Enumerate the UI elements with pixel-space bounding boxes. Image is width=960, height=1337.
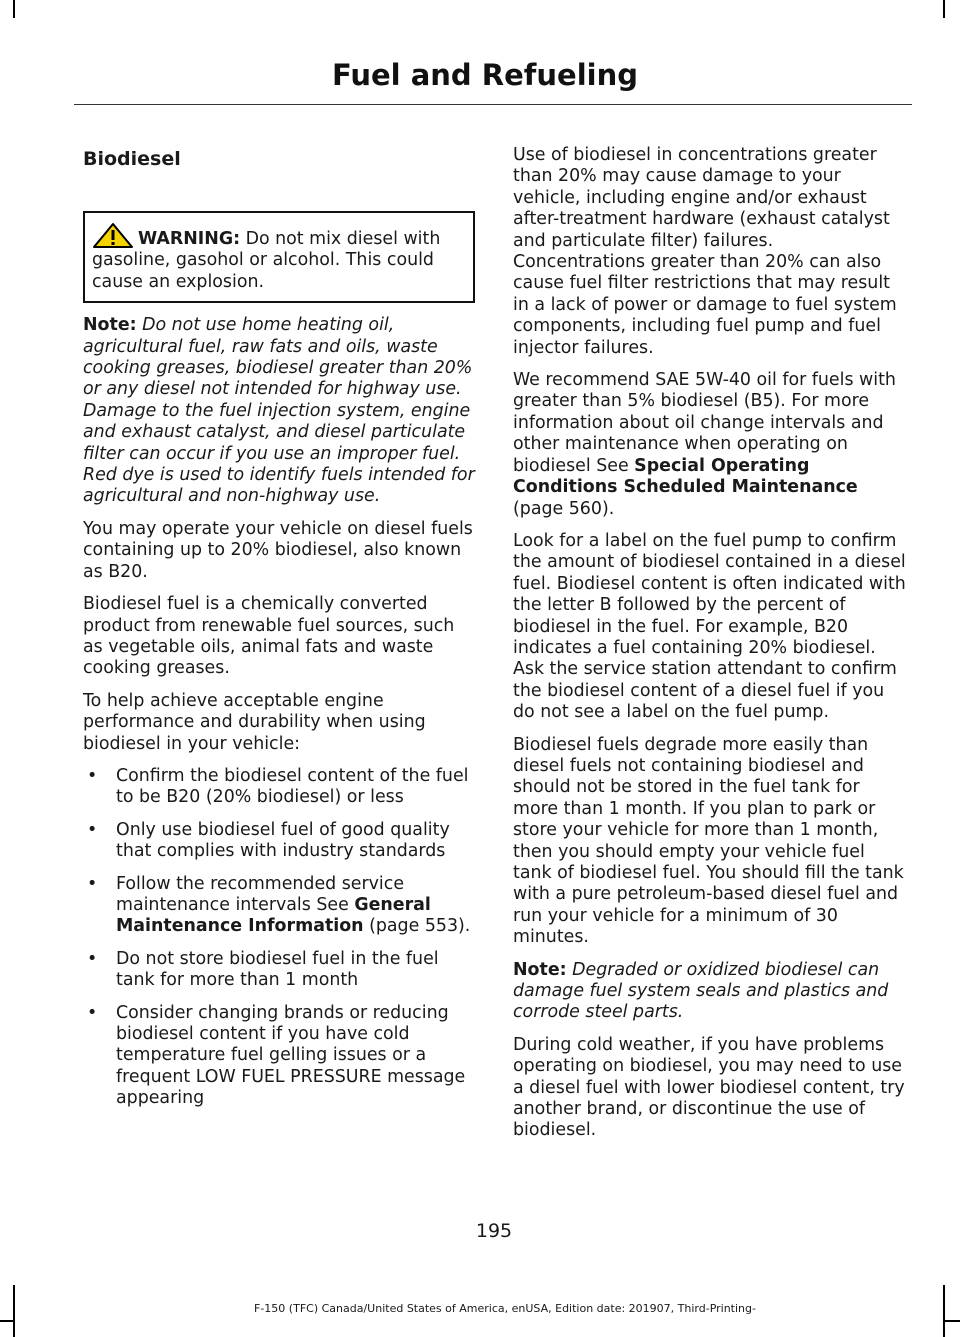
warning-triangle-icon — [92, 222, 134, 248]
note-label: Note: — [513, 959, 567, 980]
page-reference: (page 560). — [513, 498, 615, 519]
right-column — [513, 145, 908, 1153]
header-rule — [74, 104, 912, 105]
list-item — [83, 874, 475, 938]
cross-reference-link[interactable]: General Maintenance Information — [116, 894, 431, 937]
list-item-text: Follow the recommended service maintenance intervals See — [116, 873, 405, 915]
section-title: Biodiesel — [83, 148, 181, 170]
crop-mark-top-right — [943, 0, 945, 18]
crop-mark-bottom-left-h — [0, 1320, 15, 1322]
paragraph: To help achieve acceptable engine performance and durability when using biodiesel in your vehicle: — [83, 690, 426, 754]
recommendation-list — [83, 766, 475, 1110]
paragraph: You may operate your vehicle on diesel fuels containing up to 20% biodiesel, also known as B20. — [83, 518, 473, 582]
paragraph: Biodiesel fuel is a chemically converted product from renewable fuel sources, such as vegetable oils, animal fats and waste cooking greases. — [83, 594, 455, 679]
chapter-title: Fuel and Refueling — [331, 58, 638, 92]
paragraph: Use of biodiesel in concentrations greater than 20% may cause damage to your vehicle, including engine and/or exhaust after-treatment hardware (exhaust catalyst and particulate filter) failures. Concentrations greater than 20% can also cause fuel filter restrictions that may result in a lack of power or damage to fuel system components, including fuel pump and fuel injector failures. — [513, 145, 897, 358]
list-item: • Do not store biodiesel fuel in the fuel tank for more than 1 month — [83, 949, 475, 992]
note-text: Do not use home heating oil, agricultural fuel, raw fats and oils, waste cooking greases, biodiesel greater than 20% or any diesel not intended for highway use. Damage to the fuel injection system, engine and exhaust catalyst, and diesel particulate filter can occur if you use an improper fuel. Red dye is used to identify fuels intended for agricultural and non-highway use. — [83, 315, 475, 507]
note-text: Degraded or oxidized biodiesel can damage fuel system seals and plastics and corrode steel parts. — [513, 959, 889, 1023]
page-reference: (page 553). — [363, 916, 471, 937]
warning-box — [83, 211, 475, 303]
note-label: Note: — [83, 315, 137, 336]
list-item: • Confirm the biodiesel content of the fuel to be B20 (20% biodiesel) or less — [83, 766, 475, 809]
paragraph-text: We recommend SAE 5W-40 oil for fuels with greater than 5% biodiesel (B5). For more information about oil change intervals and other maintenance when operating on biodiesel See — [513, 370, 896, 476]
left-column — [83, 145, 475, 1121]
note-paragraph — [513, 960, 908, 1024]
note-paragraph — [83, 315, 475, 508]
warning-label: WARNING: — [138, 229, 241, 249]
paragraph: Look for a label on the fuel pump to confirm the amount of biodiesel contained in a diesel fuel. Biodiesel content is often indicated with the letter B followed by the percent of biodiesel in the fuel. For example, B20 indicates a fuel containing 20% biodiesel. Ask the service station attendant to confirm the biodiesel content of a diesel fuel if you do not see a label on the fuel pump. — [513, 530, 906, 723]
warning-text: Do not mix diesel with gasoline, gasohol or alcohol. This could cause an explosion. — [92, 229, 441, 292]
list-item: • Consider changing brands or reducing biodiesel content if you have cold temperature fuel gelling issues or a frequent LOW FUEL PRESSURE message appearing — [83, 1003, 475, 1110]
paragraph — [513, 370, 908, 520]
crop-mark-bottom-right-h — [945, 1320, 960, 1322]
page-number: 195 — [475, 1220, 513, 1242]
crop-mark-top-left — [13, 0, 15, 18]
cross-reference-link[interactable]: Special Operating Conditions Scheduled Maintenance — [513, 455, 858, 498]
paragraph: Biodiesel fuels degrade more easily than diesel fuels not containing biodiesel and should not be stored in the fuel tank for more than 1 month. If you plan to park or store your vehicle for more than 1 month, then you should empty your vehicle fuel tank of biodiesel fuel. You should fill the tank with a pure petroleum-based diesel fuel and run your vehicle for a minimum of 30 minutes. — [513, 734, 904, 948]
list-item: • Only use biodiesel fuel of good quality that complies with industry standards — [83, 820, 475, 863]
footer-edition: F-150 (TFC) Canada/United States of America, enUSA, Edition date: 201907, Third-Printing- — [254, 1302, 756, 1315]
paragraph: During cold weather, if you have problems operating on biodiesel, you may need to use a diesel fuel with lower biodiesel content, try another brand, or discontinue the use of biodiesel. — [513, 1034, 905, 1141]
